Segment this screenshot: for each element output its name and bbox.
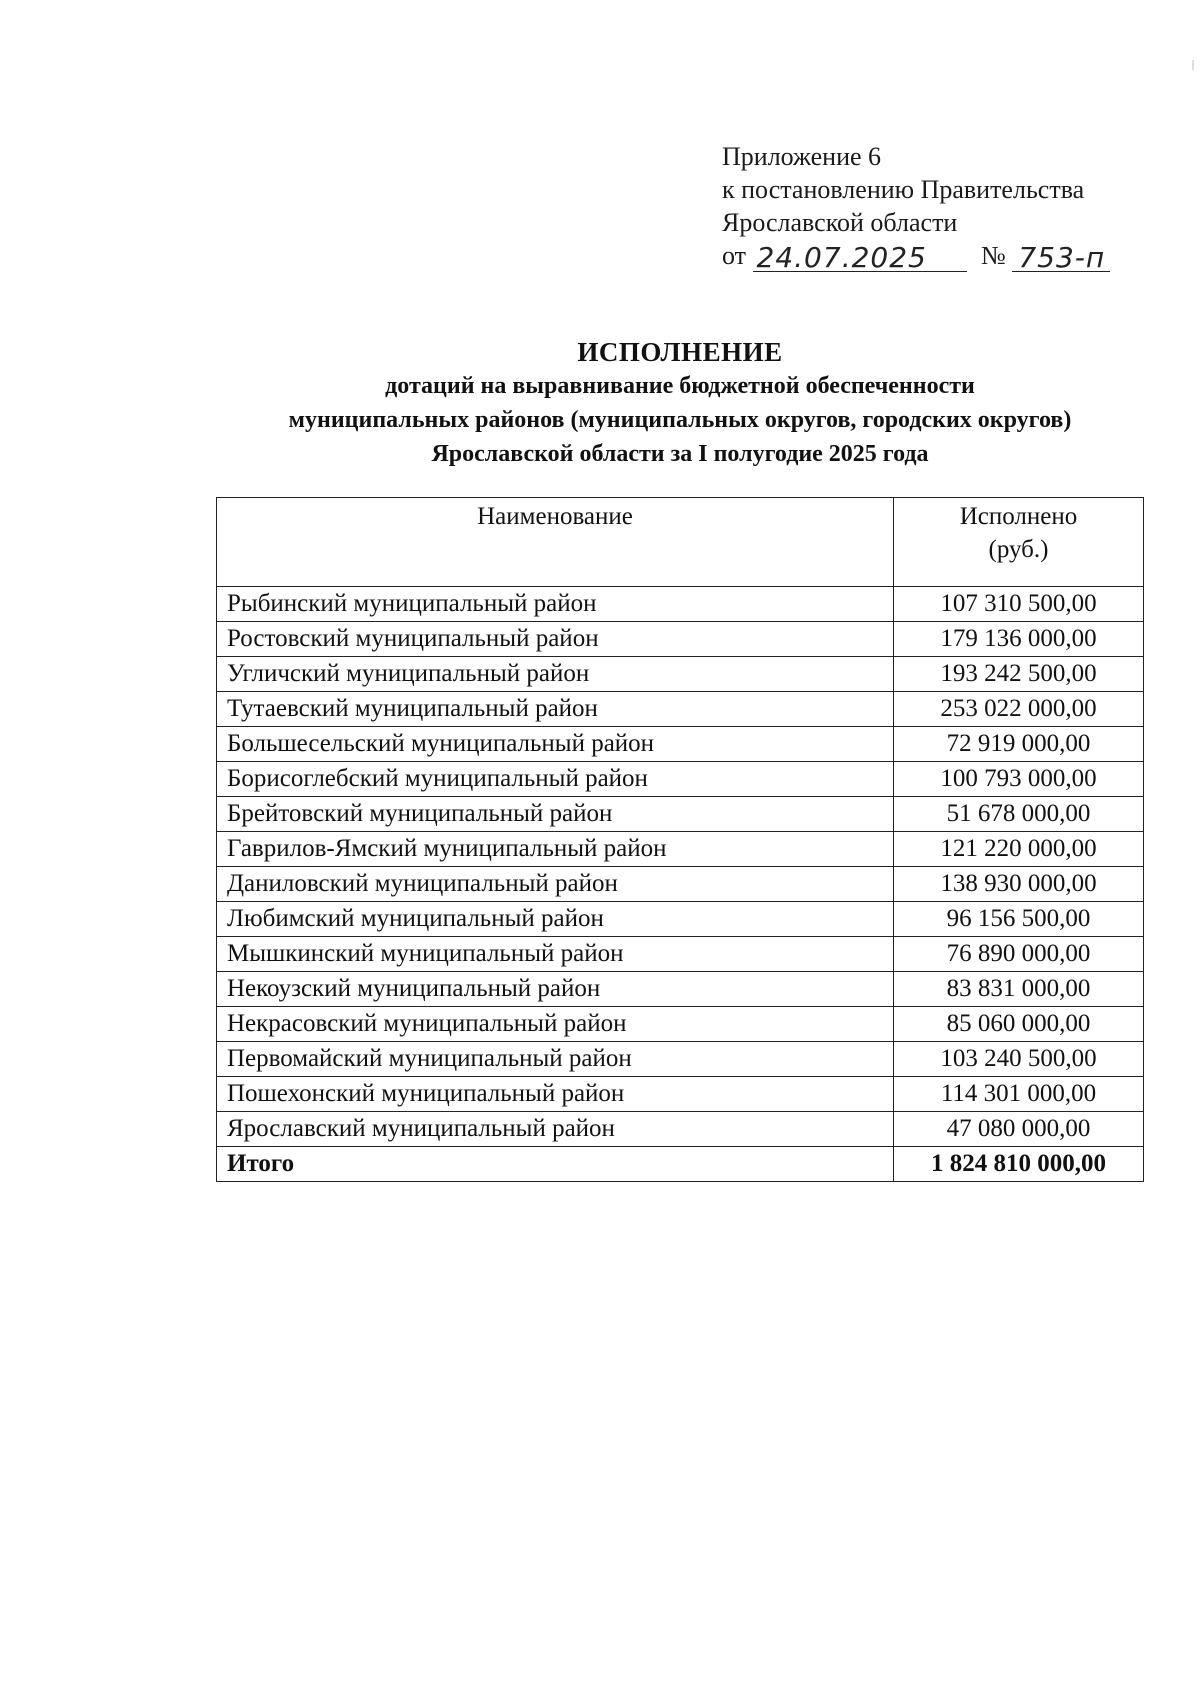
- table-header-row: [217, 498, 1144, 587]
- district-value: 76 890 000,00: [894, 937, 1144, 972]
- district-name: Первомайский муниципальный район: [217, 1042, 894, 1077]
- table-row: [217, 1042, 1144, 1077]
- district-value: 83 831 000,00: [894, 972, 1144, 1007]
- table-row: [217, 622, 1144, 657]
- title-line-3: Ярославской области за I полугодие 2025 года: [431, 441, 929, 467]
- district-value: 85 060 000,00: [894, 1007, 1144, 1042]
- header-value: [894, 498, 1144, 587]
- decree-number-field: [1012, 241, 1110, 272]
- document-title: [200, 336, 1160, 471]
- district-value: 51 678 000,00: [894, 797, 1144, 832]
- district-name: Пошехонский муниципальный район: [217, 1077, 894, 1112]
- district-value: 121 220 000,00: [894, 832, 1144, 867]
- table-row: [217, 832, 1144, 867]
- district-value: 100 793 000,00: [894, 762, 1144, 797]
- district-value: 103 240 500,00: [894, 1042, 1144, 1077]
- attachment-number: Приложение 6: [722, 142, 882, 171]
- district-name: Гаврилов-Ямский муниципальный район: [217, 832, 894, 867]
- scan-edge-mark: [1192, 60, 1194, 70]
- table-row: [217, 867, 1144, 902]
- district-value: 72 919 000,00: [894, 727, 1144, 762]
- district-value: 138 930 000,00: [894, 867, 1144, 902]
- district-name: Ярославский муниципальный район: [217, 1112, 894, 1147]
- decree-date-field: [753, 241, 967, 272]
- district-value: 96 156 500,00: [894, 902, 1144, 937]
- attachment-note: [722, 140, 1110, 275]
- district-name: Брейтовский муниципальный район: [217, 797, 894, 832]
- table-row: [217, 1007, 1144, 1042]
- table-row: [217, 902, 1144, 937]
- handwritten-number: 753-п: [1018, 241, 1106, 274]
- table-row: [217, 727, 1144, 762]
- title-line-1: дотаций на выравнивание бюджетной обеспеченности: [385, 373, 975, 399]
- district-name: Рыбинский муниципальный район: [217, 587, 894, 622]
- table-row: [217, 972, 1144, 1007]
- table-row: [217, 797, 1144, 832]
- total-label: Итого: [217, 1147, 894, 1182]
- district-name: Даниловский муниципальный район: [217, 867, 894, 902]
- header-value-line-2: (руб.): [988, 536, 1049, 563]
- table-row: [217, 762, 1144, 797]
- title-line-2: муниципальных районов (муниципальных округов, городских округов): [288, 407, 1072, 433]
- title-heading: ИСПОЛНЕНИЕ: [577, 337, 783, 367]
- district-name: Любимский муниципальный район: [217, 902, 894, 937]
- attachment-region: Ярославской области: [722, 208, 958, 237]
- district-value: 253 022 000,00: [894, 692, 1144, 727]
- decree-date-number-row: [722, 239, 1110, 275]
- district-value: 107 310 500,00: [894, 587, 1144, 622]
- total-row: [217, 1147, 1144, 1182]
- header-name: Наименование: [217, 498, 894, 587]
- number-label: №: [981, 241, 1006, 270]
- district-name: Угличский муниципальный район: [217, 657, 894, 692]
- table-row: [217, 1112, 1144, 1147]
- table-row: [217, 587, 1144, 622]
- table-row: [217, 692, 1144, 727]
- table-row: [217, 1077, 1144, 1112]
- attachment-reference: к постановлению Правительства: [722, 175, 1085, 204]
- handwritten-date: 24.07.2025: [756, 241, 927, 274]
- district-value: 114 301 000,00: [894, 1077, 1144, 1112]
- district-value: 47 080 000,00: [894, 1112, 1144, 1147]
- district-value: 179 136 000,00: [894, 622, 1144, 657]
- header-value-line-1: Исполнено: [959, 503, 1078, 530]
- from-label: от: [722, 241, 747, 270]
- district-name: Большесельский муниципальный район: [217, 727, 894, 762]
- table-row: [217, 657, 1144, 692]
- district-name: Мышкинский муниципальный район: [217, 937, 894, 972]
- execution-table: [216, 497, 1144, 1182]
- district-name: Некрасовский муниципальный район: [217, 1007, 894, 1042]
- district-name: Тутаевский муниципальный район: [217, 692, 894, 727]
- table-row: [217, 937, 1144, 972]
- total-value: 1 824 810 000,00: [894, 1147, 1144, 1182]
- district-value: 193 242 500,00: [894, 657, 1144, 692]
- district-name: Ростовский муниципальный район: [217, 622, 894, 657]
- district-name: Борисоглебский муниципальный район: [217, 762, 894, 797]
- district-name: Некоузский муниципальный район: [217, 972, 894, 1007]
